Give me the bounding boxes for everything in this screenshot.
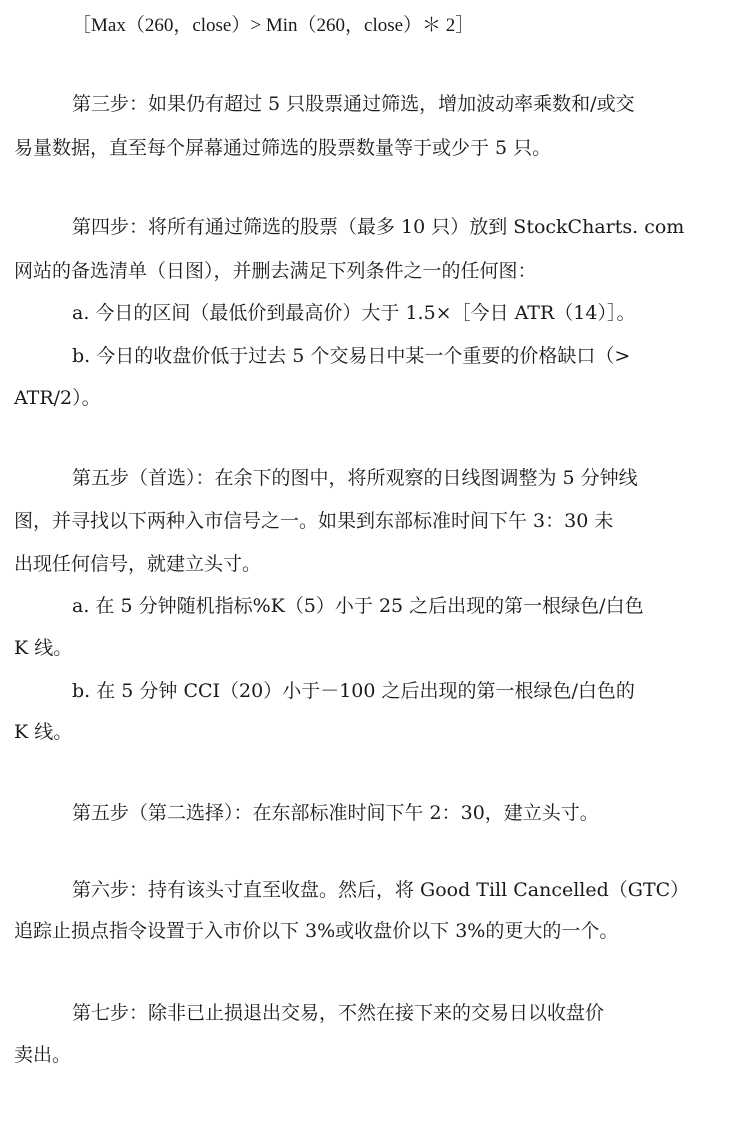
step5-item-b-line1: b. 在 5 分钟 CCI（20）小于－100 之后出现的第一根绿色/白色的 <box>72 680 635 702</box>
step5-line3: 出现任何信号，就建立头寸。 <box>14 553 262 575</box>
step5-line2: 图，并寻找以下两种入市信号之一。如果到东部标准时间下午 3：30 未 <box>14 510 614 532</box>
step4-line1: 第四步：将所有通过筛选的股票（最多 10 只）放到 StockCharts. com <box>72 216 685 238</box>
step4-item-b-line1: b. 今日的收盘价低于过去 5 个交易日中某一个重要的价格缺口（> <box>72 345 631 367</box>
step3-line1: 第三步：如果仍有超过 5 只股票通过筛选，增加波动率乘数和/或交 <box>72 93 635 115</box>
step5-item-a-line1: a. 在 5 分钟随机指标%K（5）小于 25 之后出现的第一根绿色/白色 <box>72 595 644 617</box>
step6-line1: 第六步：持有该头寸直至收盘。然后，将 Good Till Cancelled（GTC） <box>72 879 690 901</box>
step5-line1: 第五步（首选）：在余下的图中，将所观察的日线图调整为 5 分钟线 <box>72 467 638 489</box>
step5-item-a-line2: K 线。 <box>14 637 73 659</box>
step4-item-a: a. 今日的区间（最低价到最高价）大于 1.5×［今日 ATR（14）］。 <box>72 302 636 324</box>
step4-item-b-line2: ATR/2）。 <box>14 387 101 409</box>
formula-line: ［Max（260，close）> Min（260，close）＊ 2］ <box>72 15 475 36</box>
step4-line2: 网站的备选清单（日图），并删去满足下列条件之一的任何图： <box>14 260 537 282</box>
step5-alt-line1: 第五步（第二选择）：在东部标准时间下午 2：30，建立头寸。 <box>72 802 599 824</box>
step5-item-b-line2: K 线。 <box>14 721 73 743</box>
step6-line2: 追踪止损点指令设置于入市价以下 3%或收盘价以下 3%的更大的一个。 <box>14 920 619 942</box>
step3-line2: 易量数据，直至每个屏幕通过筛选的股票数量等于或少于 5 只。 <box>14 137 552 159</box>
step7-line2: 卖出。 <box>14 1044 72 1066</box>
step7-line1: 第七步：除非已止损退出交易，不然在接下来的交易日以收盘价 <box>72 1002 605 1024</box>
